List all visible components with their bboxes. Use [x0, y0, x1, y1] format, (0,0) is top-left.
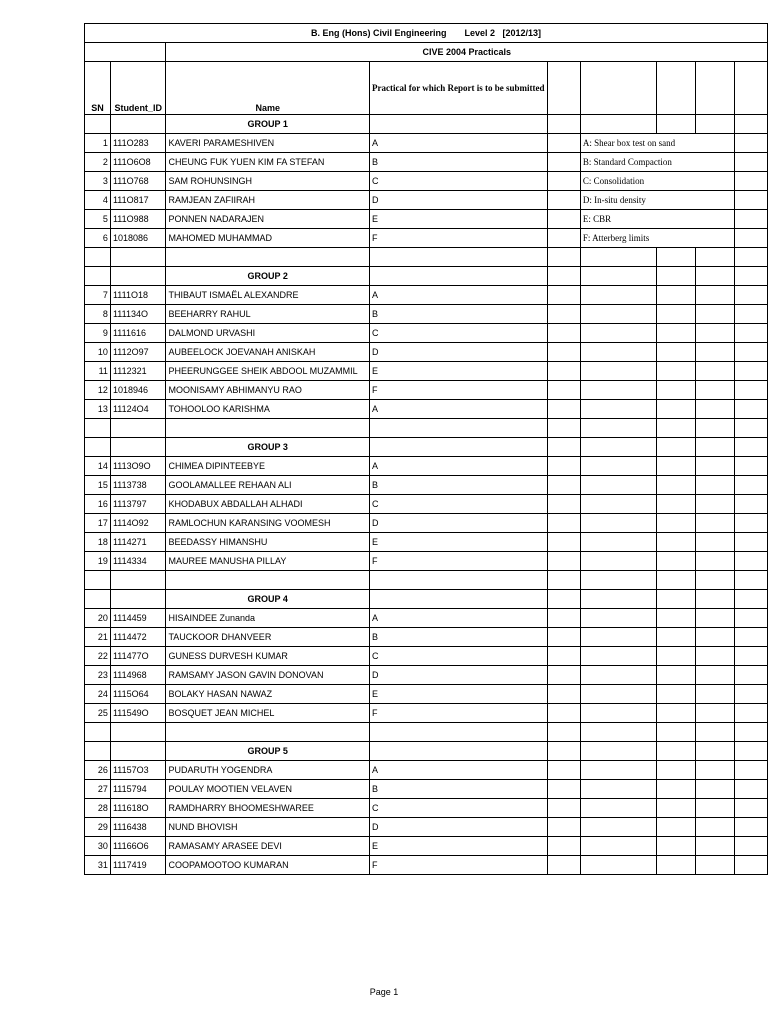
- student-sn: 9: [85, 324, 111, 343]
- group-header-row: [85, 115, 768, 134]
- student-name: THIBAUT ISMAËL ALEXANDRE: [166, 286, 370, 305]
- student-sn: 3: [85, 172, 111, 191]
- practical-letter: E: [369, 837, 547, 856]
- practical-letter: F: [369, 704, 547, 723]
- practical-letter: D: [369, 818, 547, 837]
- student-sn: 28: [85, 799, 111, 818]
- practical-letter: E: [369, 533, 547, 552]
- student-id: 1114334: [110, 552, 166, 571]
- table-row: [85, 153, 768, 172]
- group-label: GROUP 2: [166, 267, 370, 286]
- student-id: 1114271: [110, 533, 166, 552]
- student-id: 1018946: [110, 381, 166, 400]
- student-name: GOOLAMALLEE REHAAN ALI: [166, 476, 370, 495]
- student-id: 1112O97: [110, 343, 166, 362]
- student-name: POULAY MOOTIEN VELAVEN: [166, 780, 370, 799]
- student-sn: 21: [85, 628, 111, 647]
- level-label: Level 2: [464, 27, 495, 38]
- student-id: 11124O4: [110, 400, 166, 419]
- practical-letter: A: [369, 761, 547, 780]
- table-row: [85, 818, 768, 837]
- table-row: [85, 533, 768, 552]
- table-row: [85, 609, 768, 628]
- student-sn: 17: [85, 514, 111, 533]
- table-row: [85, 514, 768, 533]
- student-sn: 29: [85, 818, 111, 837]
- practical-letter: A: [369, 286, 547, 305]
- student-sn: 15: [85, 476, 111, 495]
- spacer-row: [85, 571, 768, 590]
- practical-letter: B: [369, 153, 547, 172]
- practical-letter: A: [369, 134, 547, 153]
- student-id: 1113O9O: [110, 457, 166, 476]
- student-name: RAMASAMY ARASEE DEVI: [166, 837, 370, 856]
- student-id: 1112321: [110, 362, 166, 381]
- practical-letter: E: [369, 685, 547, 704]
- table-row: [85, 780, 768, 799]
- practical-letter: F: [369, 856, 547, 875]
- table-row: [85, 286, 768, 305]
- document-title: [85, 24, 768, 43]
- student-sn: 20: [85, 609, 111, 628]
- table-row: [85, 856, 768, 875]
- legend-item: B: Standard Compaction: [580, 153, 734, 172]
- student-id: 1111616: [110, 324, 166, 343]
- student-sn: 1: [85, 134, 111, 153]
- student-id: 1117419: [110, 856, 166, 875]
- student-name: MAHOMED MUHAMMAD: [166, 229, 370, 248]
- student-name: PONNEN NADARAJEN: [166, 210, 370, 229]
- table-row: [85, 229, 768, 248]
- table-row: [85, 400, 768, 419]
- table-row: [85, 191, 768, 210]
- table-row: [85, 495, 768, 514]
- student-name: KAVERI PARAMESHIVEN: [166, 134, 370, 153]
- student-name: KHODABUX ABDALLAH ALHADI: [166, 495, 370, 514]
- practical-letter: B: [369, 305, 547, 324]
- practical-letter: B: [369, 476, 547, 495]
- student-id: 111O6O8: [110, 153, 166, 172]
- student-sn: 4: [85, 191, 111, 210]
- practical-letter: D: [369, 191, 547, 210]
- table-row: [85, 628, 768, 647]
- student-sn: 16: [85, 495, 111, 514]
- student-sn: 2: [85, 153, 111, 172]
- table-row: [85, 172, 768, 191]
- student-sn: 19: [85, 552, 111, 571]
- student-name: BOSQUET JEAN MICHEL: [166, 704, 370, 723]
- student-sn: 12: [85, 381, 111, 400]
- legend-item: F: Atterberg limits: [580, 229, 734, 248]
- table-row: [85, 761, 768, 780]
- student-id: 111O283: [110, 134, 166, 153]
- practical-letter: D: [369, 666, 547, 685]
- student-sn: 5: [85, 210, 111, 229]
- student-id: 1018086: [110, 229, 166, 248]
- academic-year: [2012/13]: [502, 27, 542, 38]
- student-sn: 27: [85, 780, 111, 799]
- practical-letter: E: [369, 210, 547, 229]
- student-name: PHEERUNGGEE SHEIK ABDOOL MUZAMMIL: [166, 362, 370, 381]
- practical-letter: C: [369, 495, 547, 514]
- legend-item: D: In-situ density: [580, 191, 734, 210]
- program-title: B. Eng (Hons) Civil Engineering: [310, 27, 447, 38]
- student-id: 1116438: [110, 818, 166, 837]
- student-id: 111O817: [110, 191, 166, 210]
- student-id: 1111O18: [110, 286, 166, 305]
- module-subtitle: CIVE 2004 Practicals: [166, 43, 768, 62]
- practical-letter: E: [369, 362, 547, 381]
- legend-item: A: Shear box test on sand: [580, 134, 734, 153]
- table-row: [85, 552, 768, 571]
- student-sn: 24: [85, 685, 111, 704]
- student-sn: 18: [85, 533, 111, 552]
- student-id: 111134O: [110, 305, 166, 324]
- group-label: GROUP 3: [166, 438, 370, 457]
- student-name: SAM ROHUNSINGH: [166, 172, 370, 191]
- group-header-row: [85, 590, 768, 609]
- practical-letter: F: [369, 229, 547, 248]
- student-name: AUBEELOCK JOEVANAH ANISKAH: [166, 343, 370, 362]
- student-name: DALMOND URVASHI: [166, 324, 370, 343]
- legend-item: C: Consolidation: [580, 172, 734, 191]
- student-id: 111477O: [110, 647, 166, 666]
- col-header-practical: Practical for which Report is to be submitted: [369, 62, 547, 115]
- practical-letter: B: [369, 780, 547, 799]
- student-name: BOLAKY HASAN NAWAZ: [166, 685, 370, 704]
- student-id: 111O988: [110, 210, 166, 229]
- practical-letter: A: [369, 609, 547, 628]
- student-name: TAUCKOOR DHANVEER: [166, 628, 370, 647]
- table-row: [85, 362, 768, 381]
- student-name: BEEHARRY RAHUL: [166, 305, 370, 324]
- practical-letter: D: [369, 514, 547, 533]
- student-id: 1113738: [110, 476, 166, 495]
- student-name: BEEDASSY HIMANSHU: [166, 533, 370, 552]
- student-sn: 14: [85, 457, 111, 476]
- group-label: GROUP 5: [166, 742, 370, 761]
- table-row: [85, 837, 768, 856]
- table-row: [85, 647, 768, 666]
- table-row: [85, 134, 768, 153]
- student-id: 1113797: [110, 495, 166, 514]
- group-header-row: [85, 267, 768, 286]
- student-id: 1114472: [110, 628, 166, 647]
- practical-letter: C: [369, 799, 547, 818]
- student-sn: 30: [85, 837, 111, 856]
- practical-letter: C: [369, 324, 547, 343]
- student-sn: 6: [85, 229, 111, 248]
- student-id: 11157O3: [110, 761, 166, 780]
- student-id: 111618O: [110, 799, 166, 818]
- student-name: NUND BHOVISH: [166, 818, 370, 837]
- table-row: [85, 381, 768, 400]
- spacer-row: [85, 248, 768, 267]
- practical-letter: C: [369, 647, 547, 666]
- practical-letter: D: [369, 343, 547, 362]
- student-sn: 11: [85, 362, 111, 381]
- student-id: 111549O: [110, 704, 166, 723]
- table-row: [85, 343, 768, 362]
- group-header-row: [85, 742, 768, 761]
- table-row: [85, 704, 768, 723]
- table-row: [85, 324, 768, 343]
- student-id: 1114459: [110, 609, 166, 628]
- student-name: MOONISAMY ABHIMANYU RAO: [166, 381, 370, 400]
- student-name: RAMDHARRY BHOOMESHWAREE: [166, 799, 370, 818]
- student-sn: 7: [85, 286, 111, 305]
- table-row: [85, 799, 768, 818]
- table-row: [85, 476, 768, 495]
- student-sn: 13: [85, 400, 111, 419]
- student-sn: 31: [85, 856, 111, 875]
- table-row: [85, 685, 768, 704]
- student-id: 11166O6: [110, 837, 166, 856]
- practical-letter: A: [369, 457, 547, 476]
- practicals-table: [84, 23, 768, 875]
- legend-item: E: CBR: [580, 210, 734, 229]
- student-id: 1115794: [110, 780, 166, 799]
- student-name: RAMSAMY JASON GAVIN DONOVAN: [166, 666, 370, 685]
- practical-letter: C: [369, 172, 547, 191]
- student-sn: 22: [85, 647, 111, 666]
- student-name: CHIMEA DIPINTEEBYE: [166, 457, 370, 476]
- student-sn: 8: [85, 305, 111, 324]
- table-row: [85, 666, 768, 685]
- student-name: GUNESS DURVESH KUMAR: [166, 647, 370, 666]
- student-sn: 25: [85, 704, 111, 723]
- practical-letter: A: [369, 400, 547, 419]
- student-id: 111O768: [110, 172, 166, 191]
- student-name: RAMJEAN ZAFIIRAH: [166, 191, 370, 210]
- student-id: 1114968: [110, 666, 166, 685]
- student-name: COOPAMOOTOO KUMARAN: [166, 856, 370, 875]
- student-name: TOHOOLOO KARISHMA: [166, 400, 370, 419]
- group-label: GROUP 1: [166, 115, 370, 134]
- student-id: 1114O92: [110, 514, 166, 533]
- student-sn: 26: [85, 761, 111, 780]
- practical-letter: B: [369, 628, 547, 647]
- student-id: 1115O64: [110, 685, 166, 704]
- student-sn: 23: [85, 666, 111, 685]
- table-body: [85, 24, 768, 875]
- student-name: CHEUNG FUK YUEN KIM FA STEFAN: [166, 153, 370, 172]
- practical-letter: F: [369, 552, 547, 571]
- spacer-row: [85, 419, 768, 438]
- student-name: RAMLOCHUN KARANSING VOOMESH: [166, 514, 370, 533]
- group-label: GROUP 4: [166, 590, 370, 609]
- group-header-row: [85, 438, 768, 457]
- practical-letter: F: [369, 381, 547, 400]
- student-sn: 10: [85, 343, 111, 362]
- spacer-row: [85, 723, 768, 742]
- table-row: [85, 210, 768, 229]
- page-number: Page 1: [369, 987, 399, 997]
- col-header-sn: SN: [85, 62, 111, 115]
- col-header-name: Name: [166, 62, 370, 115]
- student-name: MAUREE MANUSHA PILLAY: [166, 552, 370, 571]
- student-name: PUDARUTH YOGENDRA: [166, 761, 370, 780]
- student-name: HISAINDEE Zunanda: [166, 609, 370, 628]
- table-row: [85, 305, 768, 324]
- col-header-student-id: Student_ID: [110, 62, 166, 115]
- table-row: [85, 457, 768, 476]
